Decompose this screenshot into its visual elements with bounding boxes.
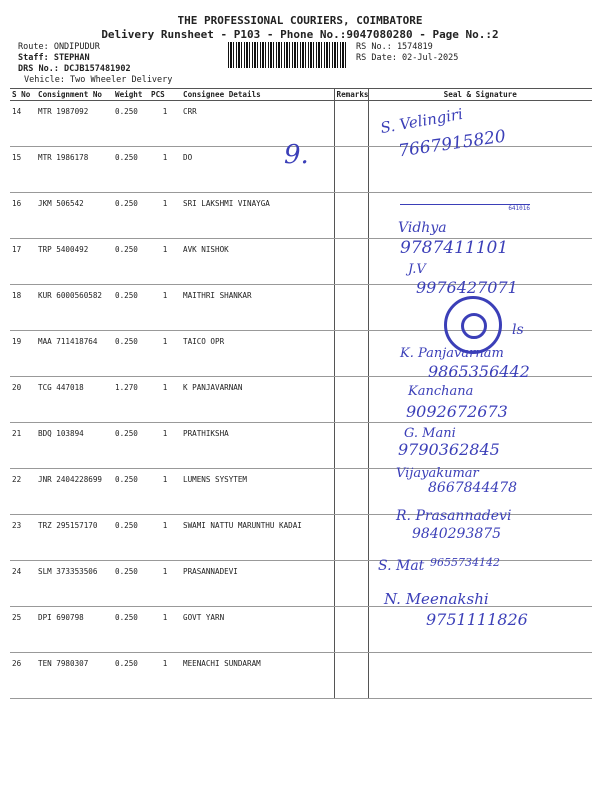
cell-weight: 0.250: [113, 101, 149, 147]
cell-sno: 19: [10, 331, 36, 377]
runsheet-subtitle: Delivery Runsheet - P103 - Phone No.:9047080280 - Page No.:2: [101, 28, 499, 41]
cell-consignee: CRR: [181, 101, 334, 147]
cell-pcs: 1: [149, 561, 181, 607]
cell-consignment: BDQ 103894: [36, 423, 113, 469]
cell-pcs: 1: [149, 239, 181, 285]
cell-weight: 1.270: [113, 377, 149, 423]
cell-consignee: K PANJAVARNAN: [181, 377, 334, 423]
col-consignment: Consignment No: [36, 89, 113, 101]
cell-consignment: MAA 711418764: [36, 331, 113, 377]
signature-25-phone: 9655734142: [430, 556, 500, 569]
cell-weight: 0.250: [113, 285, 149, 331]
cell-consignment: SLM 373353506: [36, 561, 113, 607]
cell-consignment: TRZ 295157170: [36, 515, 113, 561]
signature-23-name: Vijayakumar: [396, 466, 479, 481]
table-header-row: [10, 89, 592, 101]
cell-sno: 24: [10, 561, 36, 607]
col-weight: Weight: [113, 89, 149, 101]
cell-remarks: [334, 193, 368, 239]
signature-24-name: R. Prasannadevi: [396, 508, 512, 524]
cell-sno: 15: [10, 147, 36, 193]
cell-sno: 22: [10, 469, 36, 515]
route-label: Route: ONDIPUDUR: [18, 42, 100, 52]
cell-remarks: [334, 377, 368, 423]
col-sno: S No: [10, 89, 36, 101]
cell-consignee: PRASANNADEVI: [181, 561, 334, 607]
signature-26-phone: 9751111826: [426, 610, 528, 629]
signature-24-phone: 9840293875: [412, 526, 502, 542]
cell-sno: 20: [10, 377, 36, 423]
cell-sno: 14: [10, 101, 36, 147]
signature-23-phone: 8667844478: [428, 480, 518, 496]
cell-consignee: AVK NISHOK: [181, 239, 334, 285]
cell-remarks: [334, 561, 368, 607]
cell-weight: 0.250: [113, 147, 149, 193]
cell-pcs: 1: [149, 469, 181, 515]
consignee-stamp: 641016: [400, 174, 530, 214]
cell-pcs: 1: [149, 423, 181, 469]
cell-consignee: SRI LAKSHMI VINAYGA: [181, 193, 334, 239]
signature-18-phone: 9976427071: [416, 278, 518, 297]
cell-remarks: [334, 101, 368, 147]
table-row: [10, 653, 592, 699]
cell-weight: 0.250: [113, 607, 149, 653]
signature-15-mark: 9.: [284, 140, 309, 170]
cell-remarks: [334, 423, 368, 469]
cell-pcs: 1: [149, 101, 181, 147]
cell-consignment: TRP 5400492: [36, 239, 113, 285]
cell-sno: 17: [10, 239, 36, 285]
cell-consignee: LUMENS SYSYTEM: [181, 469, 334, 515]
cell-sno: 18: [10, 285, 36, 331]
cell-remarks: [334, 653, 368, 699]
seal-center-mark: [461, 313, 487, 339]
cell-consignment: JNR 2404228699: [36, 469, 113, 515]
cell-sno: 21: [10, 423, 36, 469]
col-remarks: Remarks: [334, 89, 368, 101]
signature-20-phone: 9865356442: [428, 362, 530, 381]
cell-weight: 0.250: [113, 515, 149, 561]
cell-weight: 0.250: [113, 561, 149, 607]
vehicle-label: Vehicle: Two Wheeler Delivery: [24, 75, 173, 85]
cell-pcs: 1: [149, 331, 181, 377]
cell-pcs: 1: [149, 193, 181, 239]
cell-remarks: [334, 331, 368, 377]
cell-remarks: [334, 607, 368, 653]
signature-17-name: Vidhya: [398, 220, 447, 236]
signature-22-name: G. Mani: [404, 426, 456, 441]
signature-14-phone: 7667915820: [397, 126, 508, 162]
cell-signature: [368, 653, 592, 699]
rs-number: RS No.: 1574819: [356, 42, 433, 52]
cell-weight: 0.250: [113, 193, 149, 239]
signature-18-name: J.V: [408, 262, 426, 277]
cell-remarks: [334, 147, 368, 193]
signature-25-name: S. Mat: [378, 558, 425, 574]
signature-22-phone: 9790362845: [398, 440, 500, 459]
cell-weight: 0.250: [113, 239, 149, 285]
cell-consignee: SWAMI NATTU MARUNTHU KADAI: [181, 515, 334, 561]
table-row: [10, 423, 592, 469]
company-title: THE PROFESSIONAL COURIERS, COIMBATORE: [177, 14, 423, 27]
cell-pcs: 1: [149, 653, 181, 699]
cell-pcs: 1: [149, 285, 181, 331]
cell-consignment: TEN 7980307: [36, 653, 113, 699]
cell-consignee: MEENACHI SUNDARAM: [181, 653, 334, 699]
cell-consignee: GOVT YARN: [181, 607, 334, 653]
cell-consignee: MAITHRI SHANKAR: [181, 285, 334, 331]
cell-sno: 23: [10, 515, 36, 561]
cell-sno: 25: [10, 607, 36, 653]
signature-20-name: K. Panjavarnam: [400, 346, 504, 361]
cell-pcs: 1: [149, 377, 181, 423]
cell-weight: 0.250: [113, 653, 149, 699]
cell-pcs: 1: [149, 515, 181, 561]
cell-weight: 0.250: [113, 469, 149, 515]
cell-remarks: [334, 239, 368, 285]
signature-21-name: Kanchana: [408, 384, 474, 399]
barcode: [228, 42, 348, 68]
cell-pcs: 1: [149, 607, 181, 653]
table-row: [10, 561, 592, 607]
drs-label: DRS No.: DCJB157481902: [18, 64, 131, 74]
col-consignee: Consignee Details: [181, 89, 334, 101]
cell-consignment: JKM 506542: [36, 193, 113, 239]
cell-remarks: [334, 515, 368, 561]
cell-consignment: MTR 1986178: [36, 147, 113, 193]
cell-consignment: TCG 447018: [36, 377, 113, 423]
signature-14-name: S. Velingiri: [379, 104, 465, 138]
cell-consignee: PRATHIKSHA: [181, 423, 334, 469]
cell-consignee: TAICO OPR: [181, 331, 334, 377]
signature-26-name: N. Meenakshi: [384, 590, 489, 608]
cell-consignment: KUR 6000560582: [36, 285, 113, 331]
staff-label: Staff: STEPHAN: [18, 53, 90, 63]
cell-remarks: [334, 285, 368, 331]
cell-weight: 0.250: [113, 331, 149, 377]
cell-consignment: MTR 1987092: [36, 101, 113, 147]
cell-weight: 0.250: [113, 423, 149, 469]
cell-sno: 16: [10, 193, 36, 239]
cell-remarks: [334, 469, 368, 515]
signature-19-mark: ls: [512, 322, 524, 338]
cell-consignment: DPI 690798: [36, 607, 113, 653]
cell-sno: 26: [10, 653, 36, 699]
cell-pcs: 1: [149, 147, 181, 193]
signature-17-phone: 9787411101: [400, 238, 509, 258]
col-pcs: PCS: [149, 89, 181, 101]
cell-consignee: DO: [181, 147, 334, 193]
rs-date: RS Date: 02-Jul-2025: [356, 53, 459, 63]
col-seal-signature: Seal & Signature: [368, 89, 592, 101]
signature-21-phone: 9092672673: [406, 402, 508, 421]
